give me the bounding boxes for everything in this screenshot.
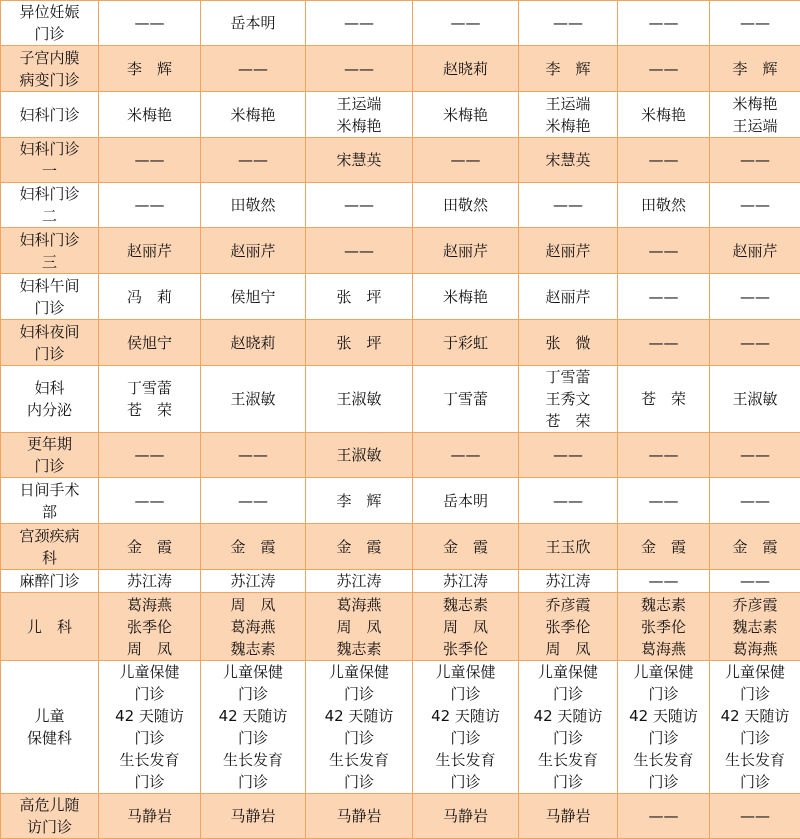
schedule-cell: ——: [99, 1, 201, 46]
schedule-cell: 马静岩: [413, 794, 519, 839]
schedule-cell: 金 霞: [710, 524, 800, 570]
table-row: [1, 661, 800, 794]
schedule-cell: ——: [306, 183, 413, 228]
schedule-cell: 李 辉: [519, 46, 618, 92]
schedule-cell: 米梅艳: [413, 92, 519, 138]
schedule-cell: 田敬然: [413, 183, 519, 228]
schedule-cell: 冯 莉: [99, 274, 201, 320]
schedule-cell: 马静岩: [99, 794, 201, 839]
schedule-cell: ——: [618, 433, 710, 478]
schedule-cell: 苏江涛: [413, 570, 519, 593]
schedule-cell: 苏江涛: [519, 570, 618, 593]
schedule-cell: ——: [618, 228, 710, 274]
schedule-cell: 乔彦霞 张季伦 周 凤: [519, 593, 618, 661]
department-cell: 妇科门诊 一: [1, 138, 99, 183]
schedule-cell: 葛海燕 张季伦 周 凤: [99, 593, 201, 661]
schedule-cell: 王淑敏: [710, 366, 800, 433]
department-cell: 儿 科: [1, 593, 99, 661]
schedule-cell: ——: [413, 138, 519, 183]
schedule-cell: 马静岩: [201, 794, 306, 839]
schedule-body: [1, 1, 800, 839]
schedule-cell: 儿童保健 门诊 42 天随访 门诊 生长发育 门诊: [618, 661, 710, 794]
department-cell: 妇科门诊 三: [1, 228, 99, 274]
schedule-cell: 于彩虹: [413, 320, 519, 366]
department-cell: 儿童 保健科: [1, 661, 99, 794]
schedule-cell: 王运端 米梅艳: [519, 92, 618, 138]
schedule-cell: 侯旭宁: [99, 320, 201, 366]
table-row: [1, 478, 800, 524]
schedule-cell: ——: [306, 1, 413, 46]
schedule-cell: 儿童保健 门诊 42 天随访 门诊 生长发育 门诊: [413, 661, 519, 794]
schedule-cell: ——: [201, 478, 306, 524]
department-cell: 宫颈疾病 科: [1, 524, 99, 570]
schedule-cell: 马静岩: [306, 794, 413, 839]
schedule-cell: 米梅艳: [99, 92, 201, 138]
schedule-cell: 田敬然: [201, 183, 306, 228]
department-cell: 妇科 内分泌: [1, 366, 99, 433]
schedule-cell: ——: [618, 570, 710, 593]
table-row: [1, 593, 800, 661]
schedule-cell: ——: [710, 794, 800, 839]
schedule-cell: ——: [710, 570, 800, 593]
schedule-cell: 岳本明: [413, 478, 519, 524]
schedule-cell: 金 霞: [413, 524, 519, 570]
table-row: [1, 794, 800, 839]
schedule-cell: 米梅艳 王运端: [710, 92, 800, 138]
department-cell: 异位妊娠 门诊: [1, 1, 99, 46]
schedule-cell: 侯旭宁: [201, 274, 306, 320]
schedule-cell: ——: [710, 433, 800, 478]
schedule-cell: 张 坪: [306, 320, 413, 366]
schedule-cell: 丁雪蕾: [413, 366, 519, 433]
department-cell: 妇科午间 门诊: [1, 274, 99, 320]
table-row: [1, 46, 800, 92]
schedule-cell: ——: [201, 138, 306, 183]
schedule-cell: 金 霞: [201, 524, 306, 570]
department-cell: 更年期 门诊: [1, 433, 99, 478]
schedule-cell: ——: [710, 478, 800, 524]
schedule-cell: ——: [99, 478, 201, 524]
schedule-cell: 米梅艳: [413, 274, 519, 320]
schedule-cell: 金 霞: [99, 524, 201, 570]
schedule-cell: 赵丽芹: [519, 274, 618, 320]
schedule-cell: 李 辉: [99, 46, 201, 92]
schedule-cell: 王淑敏: [201, 366, 306, 433]
table-row: [1, 228, 800, 274]
schedule-cell: 赵丽芹: [413, 228, 519, 274]
schedule-cell: 金 霞: [306, 524, 413, 570]
schedule-cell: 赵晓莉: [413, 46, 519, 92]
schedule-cell: ——: [710, 320, 800, 366]
table-row: [1, 524, 800, 570]
schedule-cell: 王淑敏: [306, 366, 413, 433]
schedule-cell: 马静岩: [519, 794, 618, 839]
table-row: [1, 92, 800, 138]
table-row: [1, 1, 800, 46]
schedule-cell: ——: [306, 228, 413, 274]
schedule-cell: ——: [413, 1, 519, 46]
schedule-cell: 儿童保健 门诊 42 天随访 门诊 生长发育 门诊: [201, 661, 306, 794]
schedule-cell: 丁雪蕾 苍 荣: [99, 366, 201, 433]
schedule-cell: 儿童保健 门诊 42 天随访 门诊 生长发育 门诊: [306, 661, 413, 794]
schedule-cell: ——: [201, 433, 306, 478]
schedule-cell: 赵丽芹: [519, 228, 618, 274]
schedule-cell: ——: [618, 1, 710, 46]
schedule-cell: ——: [519, 1, 618, 46]
schedule-cell: ——: [519, 433, 618, 478]
department-cell: 妇科夜间 门诊: [1, 320, 99, 366]
schedule-cell: 张 坪: [306, 274, 413, 320]
schedule-cell: 金 霞: [618, 524, 710, 570]
schedule-cell: ——: [710, 138, 800, 183]
schedule-cell: 王淑敏: [306, 433, 413, 478]
schedule-cell: 宋慧英: [519, 138, 618, 183]
schedule-cell: 李 辉: [306, 478, 413, 524]
schedule-cell: 魏志素 周 凤 张季伦: [413, 593, 519, 661]
schedule-cell: 赵丽芹: [710, 228, 800, 274]
schedule-cell: 赵丽芹: [201, 228, 306, 274]
table-row: [1, 274, 800, 320]
schedule-cell: 苏江涛: [201, 570, 306, 593]
department-cell: 妇科门诊 二: [1, 183, 99, 228]
schedule-cell: ——: [519, 478, 618, 524]
schedule-cell: 李 辉: [710, 46, 800, 92]
schedule-cell: ——: [99, 433, 201, 478]
schedule-cell: 苏江涛: [99, 570, 201, 593]
schedule-cell: ——: [99, 183, 201, 228]
table-row: [1, 138, 800, 183]
department-cell: 子宫内膜 病变门诊: [1, 46, 99, 92]
table-row: [1, 366, 800, 433]
schedule-cell: ——: [710, 183, 800, 228]
schedule-cell: 赵丽芹: [99, 228, 201, 274]
schedule-cell: 张 微: [519, 320, 618, 366]
schedule-cell: 岳本明: [201, 1, 306, 46]
schedule-cell: 儿童保健 门诊 42 天随访 门诊 生长发育 门诊: [710, 661, 800, 794]
schedule-cell: ——: [618, 320, 710, 366]
department-cell: 日间手术 部: [1, 478, 99, 524]
schedule-cell: 苏江涛: [306, 570, 413, 593]
schedule-cell: 儿童保健 门诊 42 天随访 门诊 生长发育 门诊: [519, 661, 618, 794]
schedule-cell: ——: [618, 46, 710, 92]
schedule-cell: 丁雪蕾 王秀文 苍 荣: [519, 366, 618, 433]
department-cell: 妇科门诊: [1, 92, 99, 138]
schedule-cell: ——: [618, 138, 710, 183]
schedule-cell: 儿童保健 门诊 42 天随访 门诊 生长发育 门诊: [99, 661, 201, 794]
schedule-cell: 宋慧英: [306, 138, 413, 183]
schedule-cell: ——: [306, 46, 413, 92]
schedule-cell: 周 凤 葛海燕 魏志素: [201, 593, 306, 661]
schedule-cell: 米梅艳: [201, 92, 306, 138]
schedule-cell: ——: [710, 1, 800, 46]
schedule-cell: 乔彦霞 魏志素 葛海燕: [710, 593, 800, 661]
schedule-cell: ——: [99, 138, 201, 183]
schedule-cell: 魏志素 张季伦 葛海燕: [618, 593, 710, 661]
schedule-cell: ——: [710, 274, 800, 320]
schedule-cell: ——: [618, 794, 710, 839]
schedule-cell: ——: [413, 433, 519, 478]
department-cell: 高危儿随 访门诊: [1, 794, 99, 839]
schedule-cell: 王玉欣: [519, 524, 618, 570]
schedule-cell: 米梅艳: [618, 92, 710, 138]
table-row: [1, 433, 800, 478]
schedule-cell: 王运端 米梅艳: [306, 92, 413, 138]
table-row: [1, 183, 800, 228]
table-row: [1, 570, 800, 593]
schedule-cell: ——: [618, 274, 710, 320]
schedule-cell: ——: [201, 46, 306, 92]
table-row: [1, 320, 800, 366]
schedule-cell: ——: [519, 183, 618, 228]
schedule-cell: 田敬然: [618, 183, 710, 228]
schedule-cell: 葛海燕 周 凤 魏志素: [306, 593, 413, 661]
schedule-cell: ——: [618, 478, 710, 524]
schedule-cell: 赵晓莉: [201, 320, 306, 366]
schedule-cell: 苍 荣: [618, 366, 710, 433]
department-cell: 麻醉门诊: [1, 570, 99, 593]
